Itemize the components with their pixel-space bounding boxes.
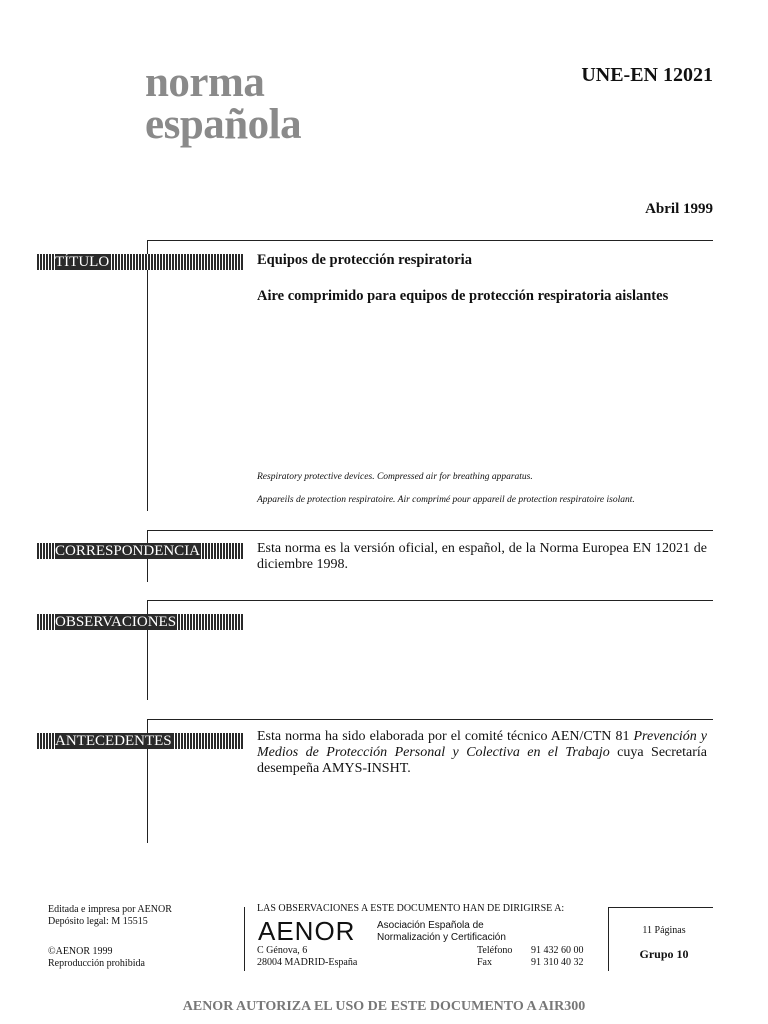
- brand-line-1: norma: [145, 59, 265, 106]
- divider: [147, 719, 713, 720]
- section-label-antecedentes: ANTECEDENTES: [37, 733, 244, 749]
- divider: [608, 907, 609, 971]
- divider: [147, 240, 148, 511]
- association-name: Asociación Española de Normalización y Certificación: [377, 920, 506, 943]
- title-spanish-1: Equipos de protección respiratoria: [257, 252, 472, 268]
- contact-labels: Teléfono Fax: [477, 945, 513, 968]
- antecedentes-text: Esta norma ha sido elaborada por el comité técnico AEN/CTN 81 Prevención y Medios de Protección Personal y Colectiva en el Trabajo cuya Secretaría desempeña AMYS-INSHT.: [257, 729, 707, 776]
- divider: [147, 530, 713, 531]
- brand-line-2: española: [145, 101, 302, 148]
- section-label-observaciones: OBSERVACIONES: [37, 614, 244, 630]
- section-label-titulo: TÍTULO: [37, 254, 244, 270]
- divider: [147, 600, 713, 601]
- publication-date: Abril 1999: [645, 201, 713, 217]
- title-french: Appareils de protection respiratoire. Air comprimé pour appareil de protection respiratoire isolant.: [257, 495, 635, 505]
- contact-notice: LAS OBSERVACIONES A ESTE DOCUMENTO HAN DE DIRIGIRSE A:: [257, 903, 565, 914]
- section-label-correspondencia: CORRESPONDENCIA: [37, 543, 244, 559]
- contact-numbers: [531, 945, 584, 969]
- divider: [244, 907, 245, 971]
- address: C Génova, 6 28004 MADRID-España: [257, 945, 358, 968]
- publisher-info: Editada e impresa por AENOR Depósito legal: M 15515: [48, 904, 172, 927]
- title-english: Respiratory protective devices. Compressed air for breathing apparatus.: [257, 472, 533, 482]
- committee-name: Prevención y Medios de Protección Personal y Colectiva en el Trabajo: [257, 729, 707, 760]
- page-count: 11 Páginas: [642, 925, 686, 936]
- standard-code: UNE-EN 12021: [581, 64, 713, 86]
- brand-title: [145, 59, 302, 148]
- correspondencia-text: Esta norma es la versión oficial, en español, de la Norma Europea EN 12021 de diciembre 1998.: [257, 541, 707, 572]
- phone-number: 91 432 60 00: [531, 945, 584, 956]
- divider: [608, 907, 713, 908]
- fax-number: 91 310 40 32: [531, 957, 584, 968]
- divider: [147, 240, 713, 241]
- group-number: Grupo 10: [639, 947, 689, 961]
- title-spanish-2: Aire comprimido para equipos de protección respiratoria aislantes: [257, 288, 669, 304]
- aenor-logo: AENOR: [258, 916, 356, 946]
- authorization-notice: AENOR AUTORIZA EL USO DE ESTE DOCUMENTO A AIR300: [182, 999, 586, 1014]
- copyright-info: ©AENOR 1999 Reproducción prohibida: [48, 946, 145, 969]
